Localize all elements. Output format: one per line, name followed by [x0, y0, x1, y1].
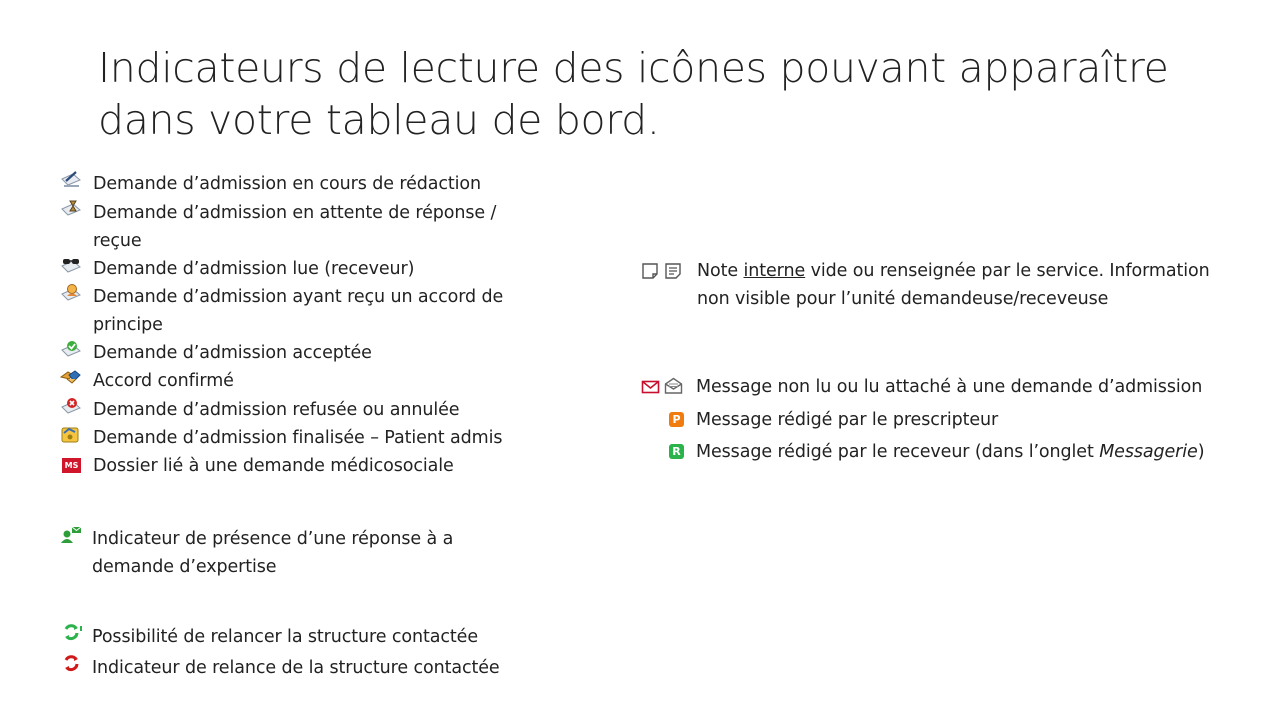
- legend-item-prescriber-message: P Message rédigé par le prescripteur: [669, 406, 998, 434]
- expert-response-icon: [59, 525, 83, 545]
- hourglass-document-icon: [59, 199, 83, 219]
- check-document-icon: [59, 339, 83, 359]
- person-document-icon: [59, 283, 83, 303]
- r-badge-icon: R: [669, 444, 684, 459]
- legend-item-medicosocial: MS Dossier lié à une demande médicosociale: [62, 452, 454, 480]
- relaunch-indicator-icon: [61, 654, 83, 674]
- legend-item-relaunch-indicator: Indicateur de relance de la structure contactée: [61, 654, 500, 682]
- handshake-icon: [59, 367, 83, 387]
- folder-patient-icon: [59, 424, 83, 444]
- empty-note-icon: [641, 262, 660, 280]
- legend-item-read: Demande d’admission lue (receveur): [59, 255, 414, 283]
- glasses-document-icon: [59, 255, 83, 275]
- legend-item-finalized: Demande d’admission finalisée – Patient admis: [59, 424, 502, 452]
- refused-document-icon: [59, 396, 83, 416]
- relaunch-possible-icon: [61, 623, 83, 643]
- title-line-2: dans votre tableau de bord.: [98, 96, 660, 144]
- legend-item-message: Message non lu ou lu attaché à une demande d’admission: [641, 373, 1202, 401]
- title-line-1: Indicateurs de lecture des icônes pouvant apparaître: [98, 44, 1169, 92]
- legend-item-receiver-message: R Message rédigé par le receveur (dans l’onglet Messagerie): [669, 438, 1204, 466]
- p-badge-icon: P: [669, 412, 684, 427]
- unread-envelope-icon: [641, 379, 660, 395]
- legend-item-accepted: Demande d’admission acceptée: [59, 339, 372, 367]
- legend-item-agreement-principle: Demande d’admission ayant reçu un accord de principe: [59, 283, 533, 339]
- read-envelope-icon: [664, 377, 683, 395]
- legend-item-confirmed: Accord confirmé: [59, 367, 234, 395]
- legend-item-waiting: Demande d’admission en attente de réponse / reçue: [59, 199, 533, 255]
- legend-item-drafting: Demande d’admission en cours de rédaction: [59, 170, 481, 198]
- page-title: [98, 42, 1178, 146]
- filled-note-icon: [664, 262, 683, 280]
- ms-badge-icon: MS: [62, 458, 81, 473]
- legend-item-refused: Demande d’admission refusée ou annulée: [59, 396, 459, 424]
- pencil-document-icon: [59, 170, 83, 190]
- legend-item-internal-note: Note interne vide ou renseignée par le service. Information non visible pour l’unité demandeuse/receveuse: [641, 257, 1242, 313]
- legend-item-expertise: Indicateur de présence d’une réponse à a demande d’expertise: [59, 525, 492, 581]
- legend-item-relaunch-possible: Possibilité de relancer la structure contactée: [61, 623, 478, 651]
